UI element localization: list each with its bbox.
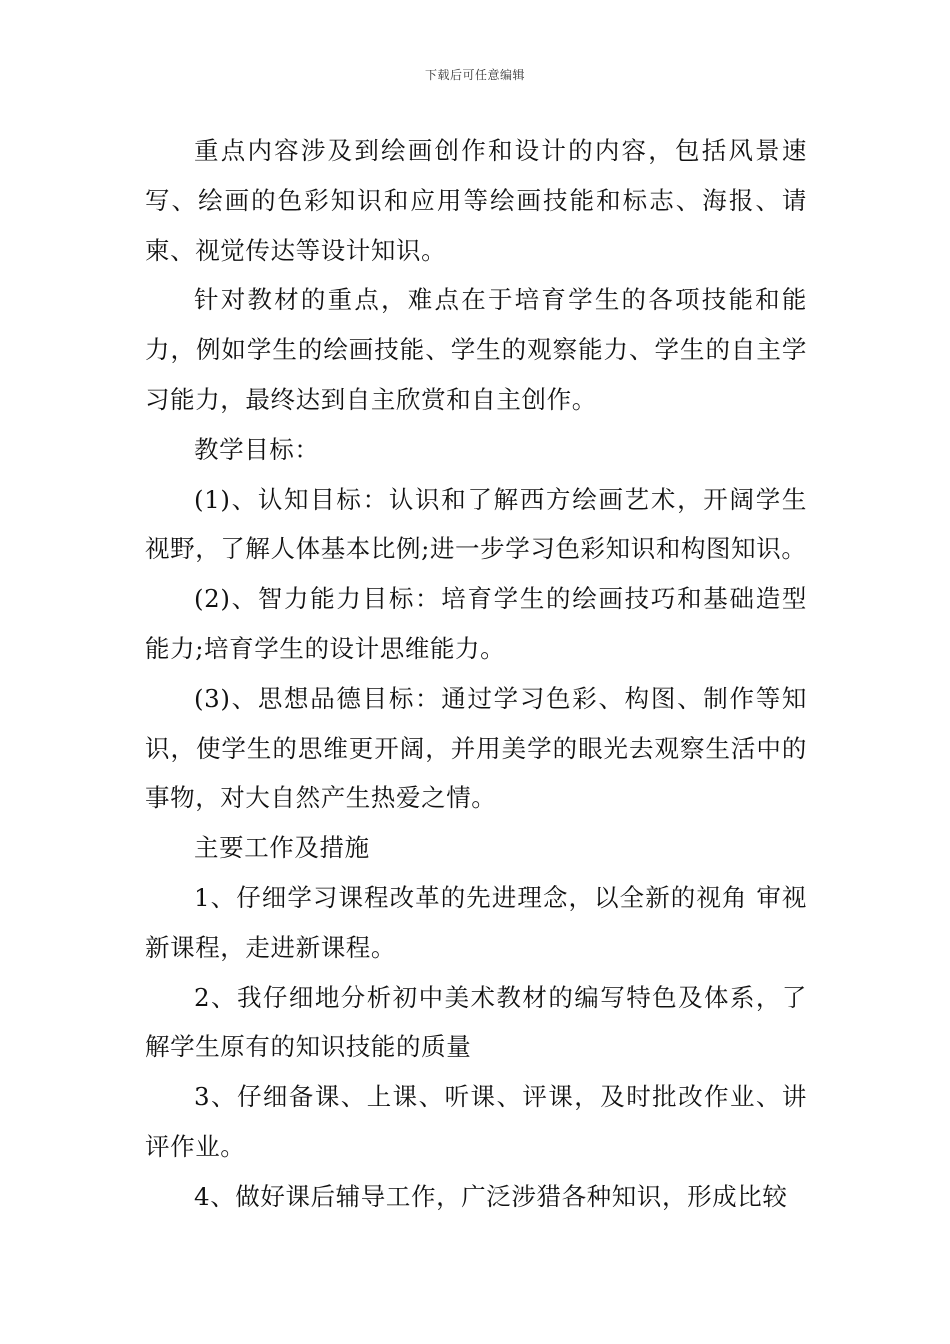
paragraph-difficulty: 针对教材的重点，难点在于培育学生的各项技能和能力，例如学生的绘画技能、学生的观察能力、学生的自主学习能力，最终达到自主欣赏和自主创作。 bbox=[145, 285, 807, 414]
paragraph-goal-moral: (3)、思想品德目标：通过学习色彩、构图、制作等知识，使学生的思维更开阔，并用美学的眼光去观察生活中的事物，对大自然产生热爱之情。 bbox=[145, 683, 807, 813]
section-heading-main-work: 主要工作及措施 bbox=[194, 833, 370, 863]
paragraph-measure-1: 1、仔细学习课程改革的先进理念，以全新的视角 审视新课程，走进新课程。 bbox=[145, 882, 807, 962]
document-body bbox=[145, 126, 807, 1222]
section-heading-teaching-goals: 教学目标： bbox=[194, 434, 320, 464]
paragraph-goal-ability: (2)、智力能力目标：培育学生的绘画技巧和基础造型能力;培育学生的设计思维能力。 bbox=[145, 584, 807, 663]
paragraph-measure-2: 2、我仔细地分析初中美术教材的编写特色及体系，了解学生原有的知识技能的质量 bbox=[145, 982, 807, 1062]
header-note: 下载后可任意编辑 bbox=[424, 68, 525, 82]
paragraph-key-content: 重点内容涉及到绘画创作和设计的内容，包括风景速写、绘画的色彩知识和应用等绘画技能和标志、海报、请柬、视觉传达等设计知识。 bbox=[145, 136, 807, 265]
paragraph-measure-3: 3、仔细备课、上课、听课、评课，及时批改作业、讲评作业。 bbox=[145, 1082, 807, 1161]
paragraph-goal-cognitive: (1)、认知目标：认识和了解西方绘画艺术，开阔学生视野，了解人体基本比例;进一步学习色彩知识和构图知识。 bbox=[145, 484, 807, 564]
paragraph-measure-4: 4、做好课后辅导工作，广泛涉猎各种知识，形成比较 bbox=[194, 1181, 788, 1211]
